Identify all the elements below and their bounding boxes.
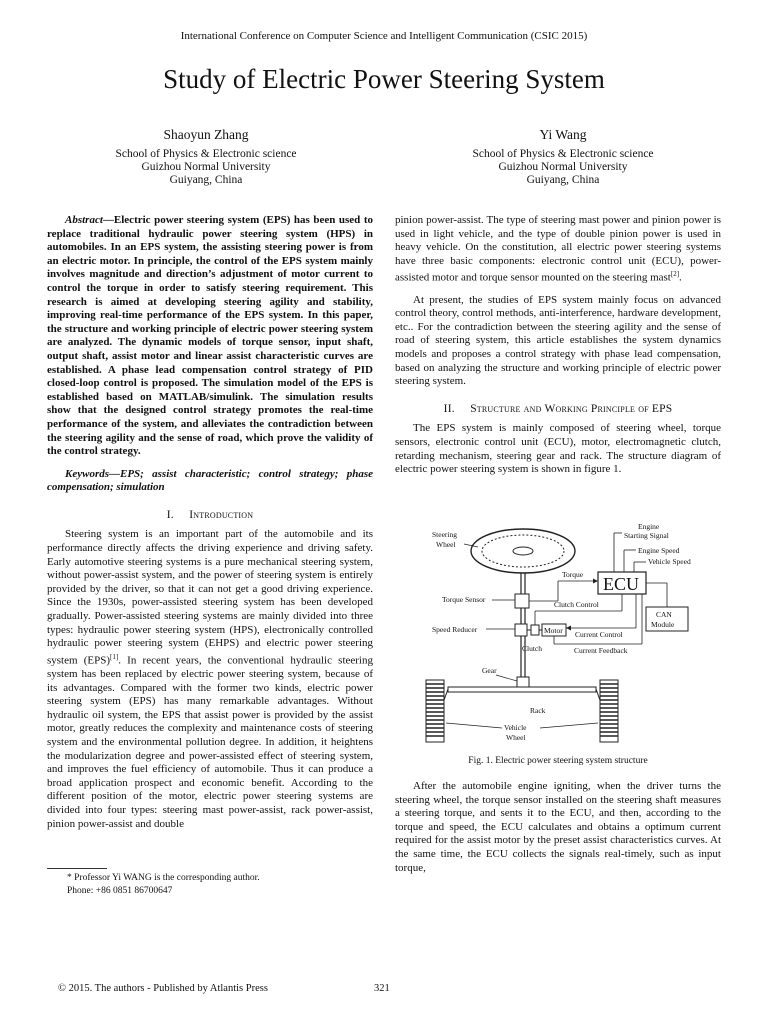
intro-paragraph: Steering system is an important part of the automobile and its performance directly affects the driving experience and driving safety. Early automotive steering systems is a pure mechanical steering system, without power-assist system, and the power of steering system is entirely provided by the driver, so that it can not get a good driving experience. Since the 1930s, power-assisted steering system has been developed gradually. Power-assisted steering systems are mainly divided into three types: hydraulic power steering system (HPS), electronically controlled hydraulic power steering system (EHPS) and electric power steering system (EPS)[1]. In recent years, the conventional hydraulic steering system has been replaced by electric power steering system, because of its advantages. Compared with the former two kinds, electric power steering system (EPS) has many remarkable advantages. Without hydraulic oil system, the EPS that assist power is provided by the assist motor, greatly reduces the complexity and maintenance costs of steering system and the environmental pollution degree. In addition, it heightens the modularization degree and power-assisted effect of steering system, and improves the fuel efficiency of automobile. Thus it can produce a broad application prospect and economic benefit. According to the different position of the motor, electric power steering systems are divided into four types: steering mast power-assist, rack power-assist, pinion power-assist and double <box>47 528 373 830</box>
author-university: Guizhou Normal University <box>141 161 271 173</box>
torque-sensor-box <box>515 594 529 608</box>
footnote-line: Phone: +86 0851 86700647 <box>67 886 173 896</box>
label-engine: Engine <box>638 522 660 531</box>
label-vehicle-wheel: Vehicle <box>504 723 527 732</box>
label-engine-speed: Engine Speed <box>638 546 680 555</box>
label-engine-signal: Starting Signal <box>624 531 669 540</box>
steering-wheel-shape <box>471 529 575 573</box>
label-steering-wheel: Steering <box>432 530 457 539</box>
label-gear: Gear <box>482 666 497 675</box>
label-vehicle-speed: Vehicle Speed <box>648 557 691 566</box>
right-vehicle-wheel <box>600 680 618 742</box>
label-torque-sensor: Torque Sensor <box>442 595 486 604</box>
keywords <box>47 468 373 495</box>
author-name: Yi Wang <box>539 127 587 142</box>
author-school: School of Physics & Electronic science <box>115 148 297 160</box>
footnote <box>47 868 373 898</box>
citation-ref[interactable]: [1] <box>110 652 119 661</box>
right-column <box>395 214 721 477</box>
label-clutch: Clutch <box>522 644 542 653</box>
eps-structure-diagram <box>418 517 718 747</box>
label-torque: Torque <box>562 570 584 579</box>
footnote-line: * Professor Yi WANG is the corresponding author. <box>67 873 260 883</box>
label-rack: Rack <box>530 706 546 715</box>
label-motor: Motor <box>544 626 563 635</box>
figure-caption: Fig. 1. Electric power steering system structure <box>468 756 648 766</box>
right-paragraph: The EPS system is mainly composed of steering wheel, torque sensors, electronic control unit (ECU), motor, electromagnetic clutch, retarding mechanism, steering gear and rack. The structure diagram of electric power steering system is shown in figure 1. <box>395 422 721 476</box>
label-vehicle-wheel: Wheel <box>506 733 526 742</box>
left-column <box>47 214 373 831</box>
page-number: 321 <box>374 983 390 994</box>
citation-ref[interactable]: [2] <box>670 270 680 279</box>
section-heading-introduction: I. Introduction <box>166 508 254 521</box>
copyright-notice: © 2015. The authors - Published by Atlantis Press <box>58 983 268 994</box>
label-clutch-control: Clutch Control <box>554 600 599 609</box>
author-name: Shaoyun Zhang <box>163 127 249 142</box>
abstract-label: Abstract <box>65 214 103 226</box>
label-current-control: Current Control <box>575 630 623 639</box>
conference-header: International Conference on Computer Science and Intelligent Communication (CSIC 2015) <box>180 30 588 42</box>
label-ecu: ECU <box>603 574 639 594</box>
author-city: Guiyang, China <box>526 174 600 186</box>
abstract-text: —Electric power steering system (EPS) has been used to replace traditional hydraulic power steering system (HPS) in automobiles. In an EPS system, the assisting steering power is from an electric motor. In principle, the control of the EPS system mainly involves magnitude and direction’s adjustment of motor current to control the torque in order to satisfy steering requirement. This research is aimed at developing steering agility and stability, improving real-time performance of the EPS system. In this paper, the structure and working principle of electric power steering system are analyzed. The dynamic models of torque sensor, input shaft, output shaft, assist motor and linear assist characteristic curves are established. A phase lead compensation control strategy of PID closed-loop control is proposed. The simulation model of the EPS is established based on MATLAB/simulink. The simulation results show that the designed control strategy promotes the real-time performance of the system, and alleviates the contradiction between the steering agility and the sense of road, which prove the validity of the control strategy. <box>47 214 373 458</box>
author-school: School of Physics & Electronic science <box>472 148 654 160</box>
label-speed-reducer: Speed Reducer <box>432 625 478 634</box>
author-block-1 <box>56 128 356 187</box>
right-paragraph: pinion power-assist. The type of steering mast power and pinion power is used in light vehicle, and the type of double pinion power is used in heavy vehicle. On the constitution, all electric power steering systems have three basic components: electronic control unit (ECU), power-assisted motor and torque sensor mounted on the steering mast[2]. <box>395 214 721 285</box>
keywords-text: —EPS; assist characteristic; control strategy; phase compensation; simulation <box>47 467 373 494</box>
abstract <box>47 214 373 459</box>
label-steering-wheel: Wheel <box>436 540 456 549</box>
author-university: Guizhou Normal University <box>498 161 628 173</box>
paper-title: Study of Electric Power Steering System <box>163 64 605 94</box>
keywords-label: Keywords <box>65 467 109 480</box>
label-current-feedback: Current Feedback <box>574 646 628 655</box>
section-heading-structure: II. Structure and Working Principle of EPS <box>443 402 673 415</box>
gear-box <box>517 677 529 687</box>
author-block-2 <box>413 128 713 187</box>
right-paragraph: At present, the studies of EPS system mainly focus on advanced control theory, control methods, anti-interference, hardware development, etc.. For the contradiction between the steering agility and the sense of road of steering system, this article establishes the system dynamics models and proposes a control strategy with phase lead compensation, based on analyzing the structure and working principle of electric power steering system. <box>395 293 721 388</box>
steering-wheel-inner <box>482 535 564 567</box>
right-column-lower <box>395 780 721 875</box>
steering-wheel-hub <box>513 547 533 555</box>
footnote-rule <box>47 868 107 869</box>
label-can: CAN <box>656 610 672 619</box>
author-city: Guiyang, China <box>169 174 243 186</box>
label-can-module: Module <box>651 620 675 629</box>
rack-bar <box>448 687 596 692</box>
left-vehicle-wheel <box>426 680 444 742</box>
right-paragraph: After the automobile engine igniting, when the driver turns the steering wheel, the torque sensor installed on the steering shaft measures a steering torque, and sents it to the ECU, and then, according to the torque and speed, the ECU calculates and obtains a optimum current required for the assist motor by the preset assist characteristics curves. At the same time, the ECU collects the signals real-timely, such as input torque, <box>395 780 721 874</box>
speed-reducer-box <box>515 624 527 636</box>
clutch-box <box>531 625 539 635</box>
